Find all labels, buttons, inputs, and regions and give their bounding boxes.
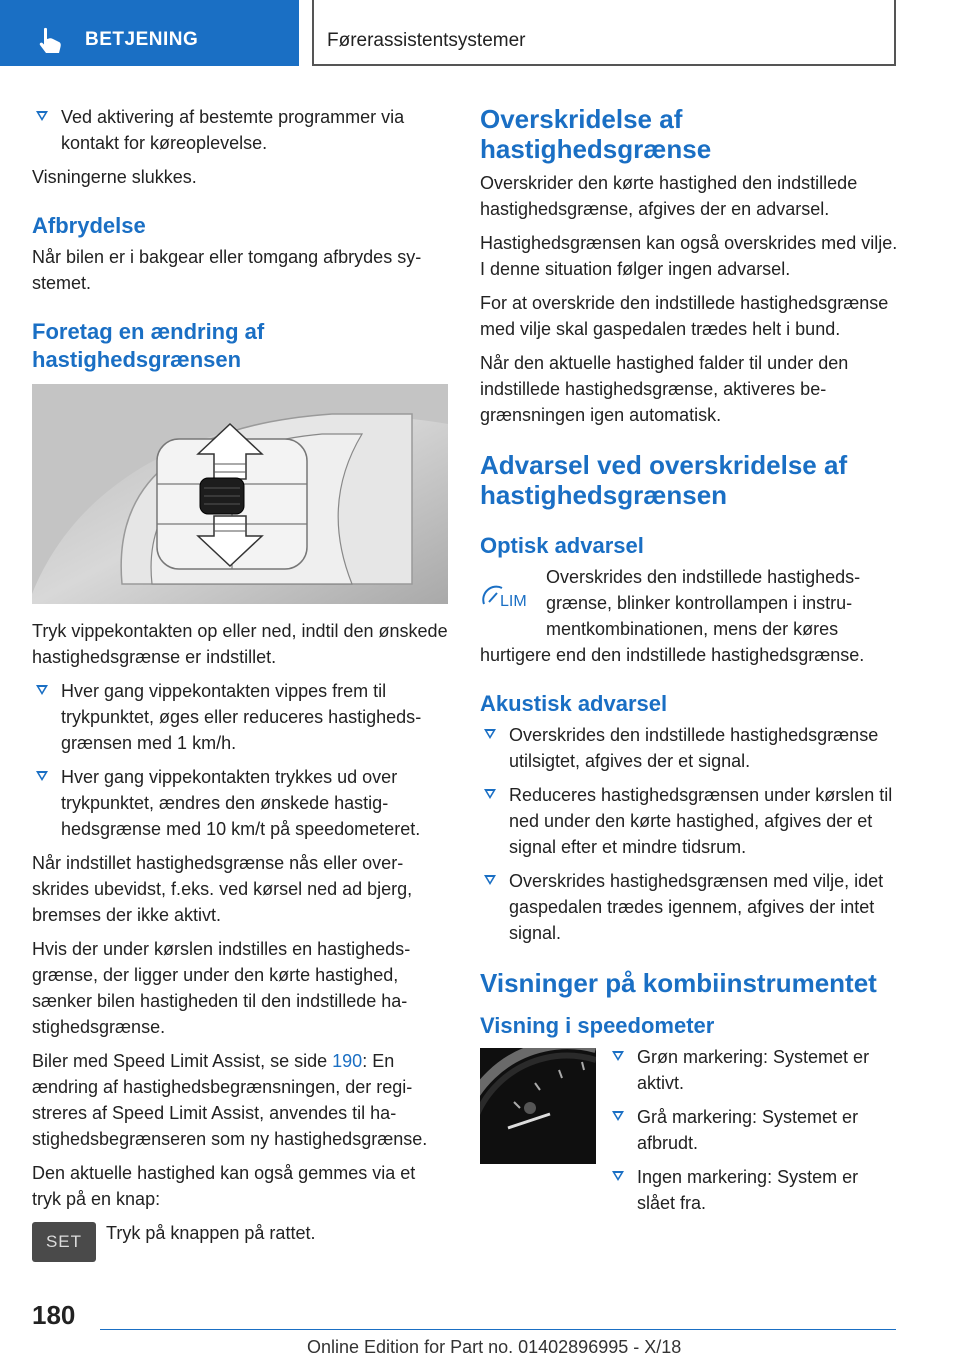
list-item: Grå markering: Systemet er afbrudt. <box>608 1104 898 1156</box>
bullet-triangle-icon <box>36 685 48 695</box>
paragraph: Den aktuelle hastighed kan også gemmes via et tryk på en knap: <box>32 1163 416 1209</box>
bullet-triangle-icon <box>484 789 496 799</box>
page-number: 180 <box>32 1300 76 1330</box>
list-item: Ved aktivering af bestemte programmer via kontakt for køreoplevelse. <box>32 104 448 156</box>
heading-warning: Advarsel ved overskridelse af hastighedsgrænsen <box>480 450 848 510</box>
bullet-triangle-icon <box>36 771 48 781</box>
bullet-triangle-icon <box>612 1171 624 1181</box>
bullet-triangle-icon <box>484 729 496 739</box>
right-column <box>480 104 898 1214</box>
paragraph: Biler med Speed Limit Assist, se side 190: En ændring af hastighedsbegrænsningen, der registreres af Speed Limit Assist, anvendes til hastighedsbegrænseren som ny hastighedsgrænse. <box>32 1051 428 1149</box>
chapter-title: Førerassistentsystemer <box>327 30 526 51</box>
bullet-triangle-icon <box>612 1111 624 1121</box>
speed-limiter-indicator-icon <box>480 582 536 612</box>
bullet-triangle-icon <box>484 875 496 885</box>
list-item: Hver gang vippekontakten vippes frem til trykpunktet, øges eller reduceres hastighedsgrænsen med 1 km/h. <box>32 678 448 756</box>
list-item: Overskrides hastighedsgrænsen med vilje, idet gaspedalen trædes igennem, afgives der intet signal. <box>480 868 898 946</box>
heading-instrument-display: Visninger på kombiinstrumentet <box>480 968 877 998</box>
chapter-box <box>312 0 896 66</box>
paragraph: Når den aktuelle hastighed falder til under den indstillede hastighedsgrænse, aktiveres begrænsningen igen automatisk. <box>480 353 849 425</box>
set-button-row <box>32 1220 448 1264</box>
list-item: Overskrides den indstillede hastighedsgrænse utilsigtet, afgives der et signal. <box>480 722 898 774</box>
set-instruction: Tryk på knappen på rattet. <box>106 1223 316 1243</box>
page-header <box>0 0 960 66</box>
set-button-icon: SET <box>32 1222 96 1262</box>
heading-acoustic-warning: Akustisk advarsel <box>480 691 668 716</box>
heading-exceed-limit: Overskridelse af hastighedsgrænse <box>480 104 712 164</box>
lim-label: LIM <box>500 593 527 610</box>
pointing-hand-icon <box>36 26 66 56</box>
speedometer-photo <box>480 1048 596 1164</box>
footer-edition: Online Edition for Part no. 01402896995 - X/18 <box>307 1337 682 1357</box>
paragraph: Hastighedsgrænsen kan også overskrides med vilje. I denne situation følger ingen advarsel. <box>480 233 898 279</box>
paragraph: Når indstillet hastighedsgrænse nås eller overskrides ubevidst, f.eks. ved kørsel ned ad bjerg, bremses der ikke aktivt. <box>32 853 413 925</box>
speedometer-list <box>608 1044 898 1224</box>
heading-change-limit: Foretag en ændring af hastighedsgrænsen <box>32 319 265 372</box>
paragraph: Overskrider den kørte hastighed den indstillede hastighedsgrænse, afgives der en advarsel. <box>480 173 858 219</box>
footer-divider <box>100 1329 896 1330</box>
paragraph: For at overskride den indstillede hastighedsgrænse med vilje skal gaspedalen trædes helt i bund. <box>480 293 889 339</box>
list-item: Ingen markering: System er slået fra. <box>608 1164 898 1216</box>
steering-wheel-rocker-illustration <box>32 384 448 604</box>
speedometer-block <box>480 1044 898 1214</box>
heading-speedometer: Visning i speedometer <box>480 1013 715 1038</box>
section-tab <box>0 0 299 66</box>
optical-warning-block <box>480 564 898 642</box>
list-item: Hver gang vippekontakten trykkes ud over trykpunktet, ændres den ønskede hastighedsgrænse med 10 km/t på speedometeret. <box>32 764 448 842</box>
bullet-triangle-icon <box>612 1051 624 1061</box>
paragraph: Overskrides den indstillede hastighedsgrænse, blinker kontrollampen i instrumentkombinationen, mens der køres <box>546 567 861 639</box>
list-item: Reduceres hastighedsgrænsen under kørslen til ned under den kørte hastighed, afgives der et signal efter et mindre tidsrum. <box>480 782 898 860</box>
paragraph: Hvis der under kørslen indstilles en hastighedsgrænse, der ligger under den kørte hastighed, sænker bilen hastigheden til den indstillede hastighedsgrænse. <box>32 939 411 1037</box>
paragraph: Når bilen er i bakgear eller tomgang afbrydes systemet. <box>32 247 422 293</box>
paragraph: Visningerne slukkes. <box>32 167 197 187</box>
left-column <box>32 104 448 1264</box>
paragraph: hurtigere end den indstillede hastighedsgrænse. <box>480 645 865 665</box>
list-item: Grøn markering: Systemet er aktivt. <box>608 1044 898 1096</box>
section-label: BETJENING <box>85 29 199 50</box>
page-reference-link[interactable]: 190 <box>332 1051 363 1071</box>
heading-interrupt: Afbrydelse <box>32 213 146 238</box>
paragraph: Tryk vippekontakten op eller ned, indtil den ønskede hastighedsgrænse er indstillet. <box>32 621 448 667</box>
heading-optical-warning: Optisk advarsel <box>480 533 644 558</box>
bullet-triangle-icon <box>36 111 48 121</box>
